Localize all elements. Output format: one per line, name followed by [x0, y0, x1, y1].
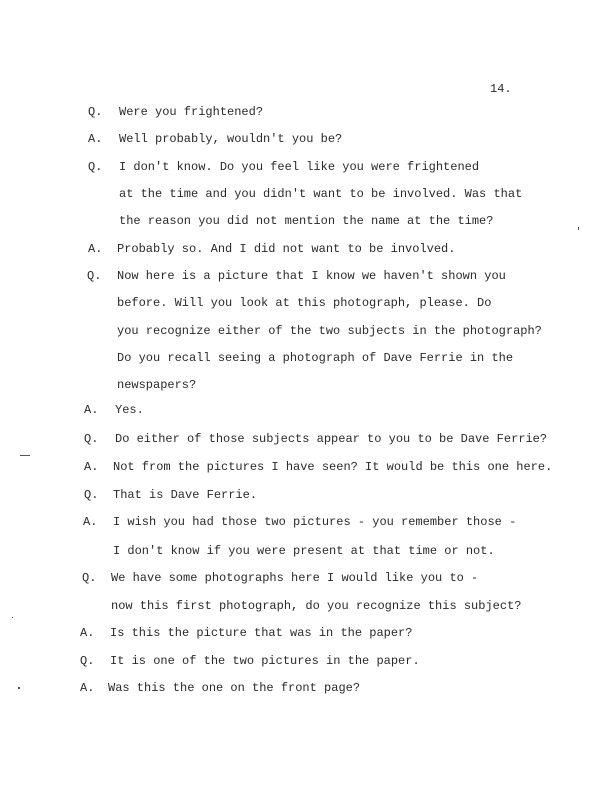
scan-mark	[18, 687, 20, 689]
speaker-label: A.	[88, 242, 103, 256]
transcript-line: Probably so. And I did not want to be involved.	[117, 242, 456, 256]
transcript-line: Not from the pictures I have seen? It would be this one here.	[113, 460, 553, 474]
page-number: 14.	[490, 82, 512, 96]
speaker-label: Q.	[88, 105, 103, 119]
speaker-label: A.	[80, 681, 95, 695]
transcript-line: you recognize either of the two subjects in the photograph?	[117, 324, 542, 338]
transcript-line: Now here is a picture that I know we haven't shown you	[117, 269, 506, 283]
transcript-line: Yes.	[115, 403, 144, 417]
speaker-label: A.	[84, 403, 99, 417]
transcript-line: at the time and you didn't want to be involved. Was that	[119, 187, 523, 201]
transcript-line: Well probably, wouldn't you be?	[119, 132, 343, 146]
transcript-line: the reason you did not mention the name at the time?	[119, 214, 494, 228]
speaker-label: A.	[83, 515, 98, 529]
scan-mark	[12, 617, 13, 618]
transcript-line: Were you frightened?	[119, 105, 264, 119]
transcript-line: We have some photographs here I would like you to -	[111, 571, 479, 585]
scan-mark	[578, 227, 579, 230]
speaker-label: Q.	[87, 269, 102, 283]
transcript-line: before. Will you look at this photograph, please. Do	[117, 296, 492, 310]
transcript-line: Do you recall seeing a photograph of Dave Ferrie in the	[117, 351, 514, 365]
speaker-label: A.	[80, 626, 95, 640]
transcript-line: I wish you had those two pictures - you remember those -	[113, 515, 517, 529]
transcript-line: now this first photograph, do you recognize this subject?	[111, 599, 522, 613]
speaker-label: A.	[84, 460, 99, 474]
transcript-line: I don't know. Do you feel like you were frightened	[119, 160, 480, 174]
scan-mark	[20, 455, 30, 456]
transcript-line: Do either of those subjects appear to you to be Dave Ferrie?	[115, 432, 548, 446]
transcript-line: It is one of the two pictures in the paper.	[110, 654, 420, 668]
transcript-line: I don't know if you were present at that time or not.	[113, 544, 495, 558]
transcript-line: Was this the one on the front page?	[108, 681, 361, 695]
speaker-label: Q.	[88, 160, 103, 174]
speaker-label: Q.	[84, 488, 99, 502]
speaker-label: Q.	[80, 654, 95, 668]
transcript-line: Is this the picture that was in the paper?	[110, 626, 413, 640]
transcript-line: newspapers?	[117, 378, 197, 392]
speaker-label: Q.	[82, 571, 97, 585]
speaker-label: A.	[88, 132, 103, 146]
transcript-line: That is Dave Ferrie.	[113, 488, 258, 502]
speaker-label: Q.	[84, 432, 99, 446]
